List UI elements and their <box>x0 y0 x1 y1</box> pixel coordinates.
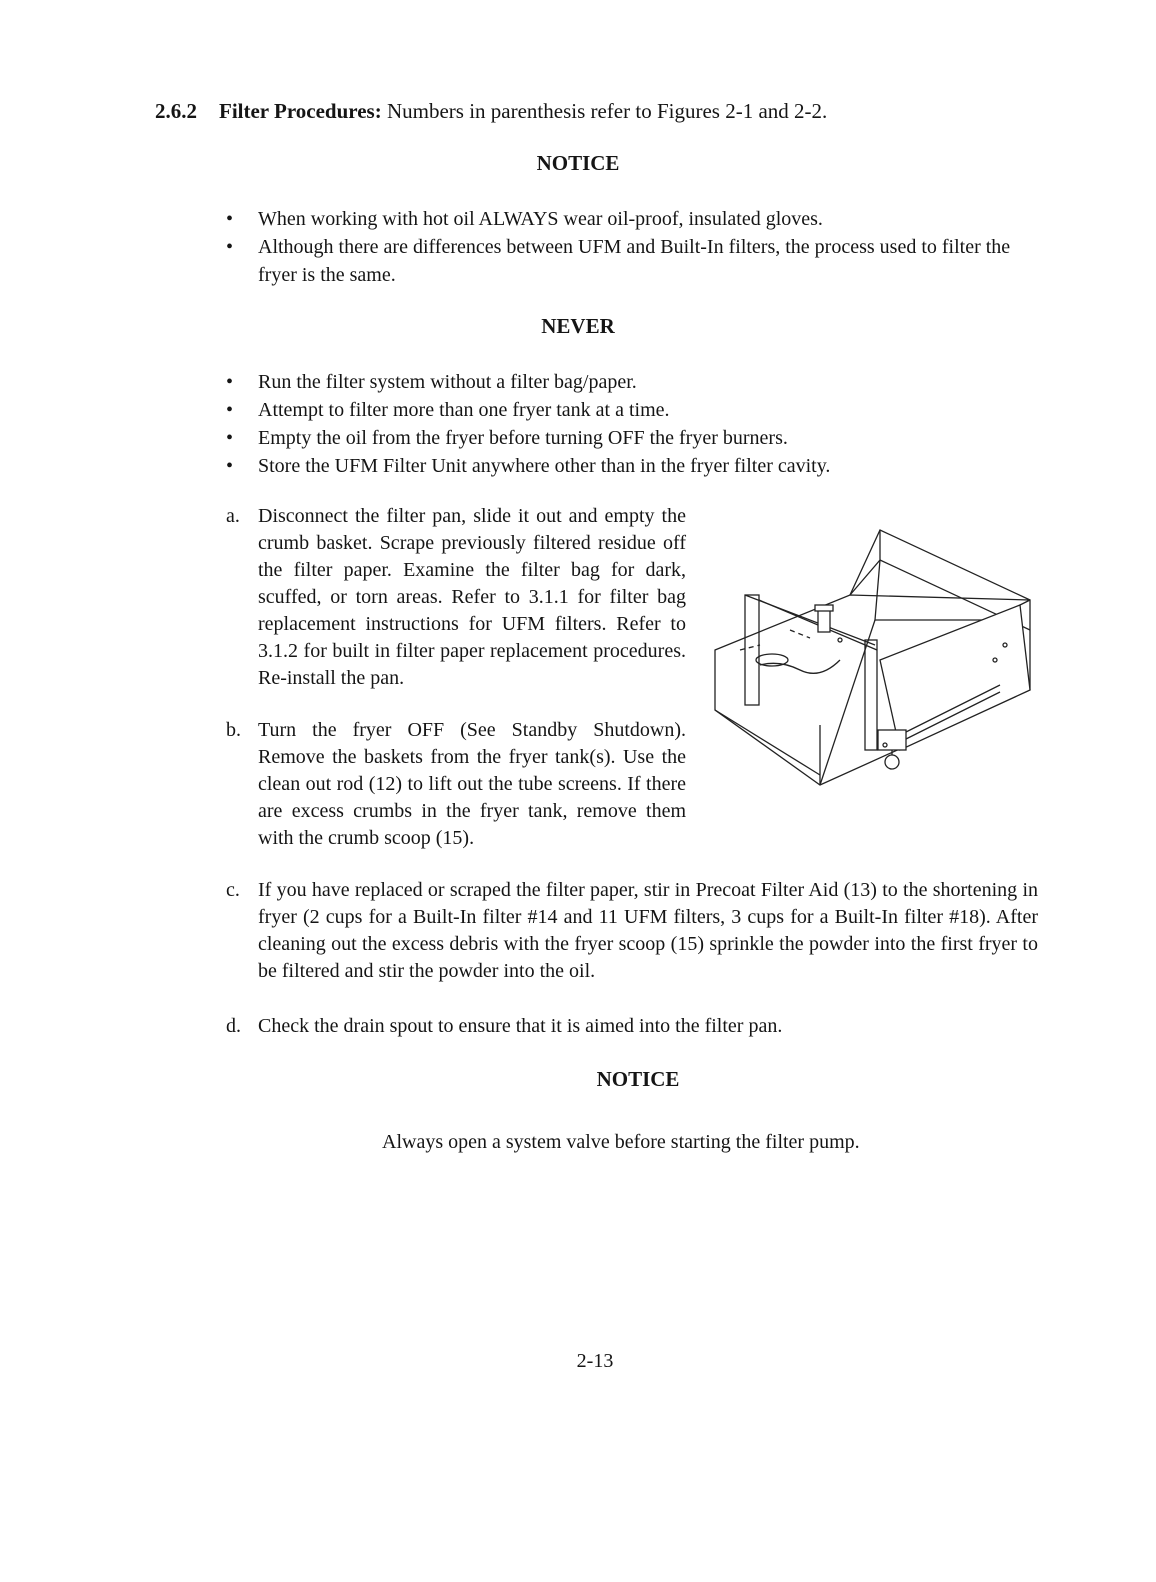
step-d: d. Check the drain spout to ensure that it is aimed into the filter pan. <box>226 1015 783 1037</box>
notice-title-2: NOTICE <box>596 1067 680 1091</box>
section-heading <box>155 99 827 124</box>
list-item: • Store the UFM Filter Unit anywhere other than in the fryer filter cavity. <box>226 455 831 477</box>
list-item: • When working with hot oil ALWAYS wear oil-proof, insulated gloves. <box>226 208 823 230</box>
list-item: • Empty the oil from the fryer before turning OFF the fryer burners. <box>226 427 788 449</box>
filter-pan-illustration <box>700 520 1045 795</box>
section-title: Filter Procedures: <box>219 99 382 123</box>
list-item: • Run the filter system without a filter bag/paper. <box>226 371 637 393</box>
section-intro: Numbers in parenthesis refer to Figures 2-1 and 2-2. <box>386 99 828 123</box>
step-b: b. Turn the fryer OFF (See Standby Shutdown). Remove the baskets from the fryer tank(s). Use the clean out rod (12) to lift out the tube screens. If there are excess crumbs in the fryer tank, remove them with the crumb scoop (15). <box>226 719 686 849</box>
never-title: NEVER <box>541 314 615 338</box>
page-number: 2-13 <box>576 1350 614 1372</box>
never-list <box>226 368 1046 480</box>
section-number: 2.6.2 <box>155 99 197 123</box>
list-item: • Although there are differences between UFM and Built-In filters, the process used to filter the fryer is the same. <box>226 236 1011 286</box>
notice-title: NOTICE <box>536 151 620 175</box>
notice-list <box>226 205 1046 289</box>
list-item: • Attempt to filter more than one fryer tank at a time. <box>226 399 670 421</box>
step-c: c. If you have replaced or scraped the filter paper, stir in Precoat Filter Aid (13) to the shortening in fryer (2 cups for a Built-In filter #14 and 11 UFM filters, 3 cups for a Built-In filter #18). After cleaning out the excess debris with the fryer scoop (15) sprinkle the powder into the first fryer to be filtered and stir the powder into the oil. <box>226 879 1038 982</box>
step-a: a. Disconnect the filter pan, slide it out and empty the crumb basket. Scrape previously filtered residue off the filter paper. Examine the filter bag for dark, scuffed, or torn areas. Refer to 3.1.1 for filter bag replacement instructions for UFM filters. Refer to 3.1.2 for built in filter paper replacement procedures. Re-install the pan. <box>226 505 686 689</box>
notice-text: Always open a system valve before starting the filter pump. <box>382 1131 860 1153</box>
